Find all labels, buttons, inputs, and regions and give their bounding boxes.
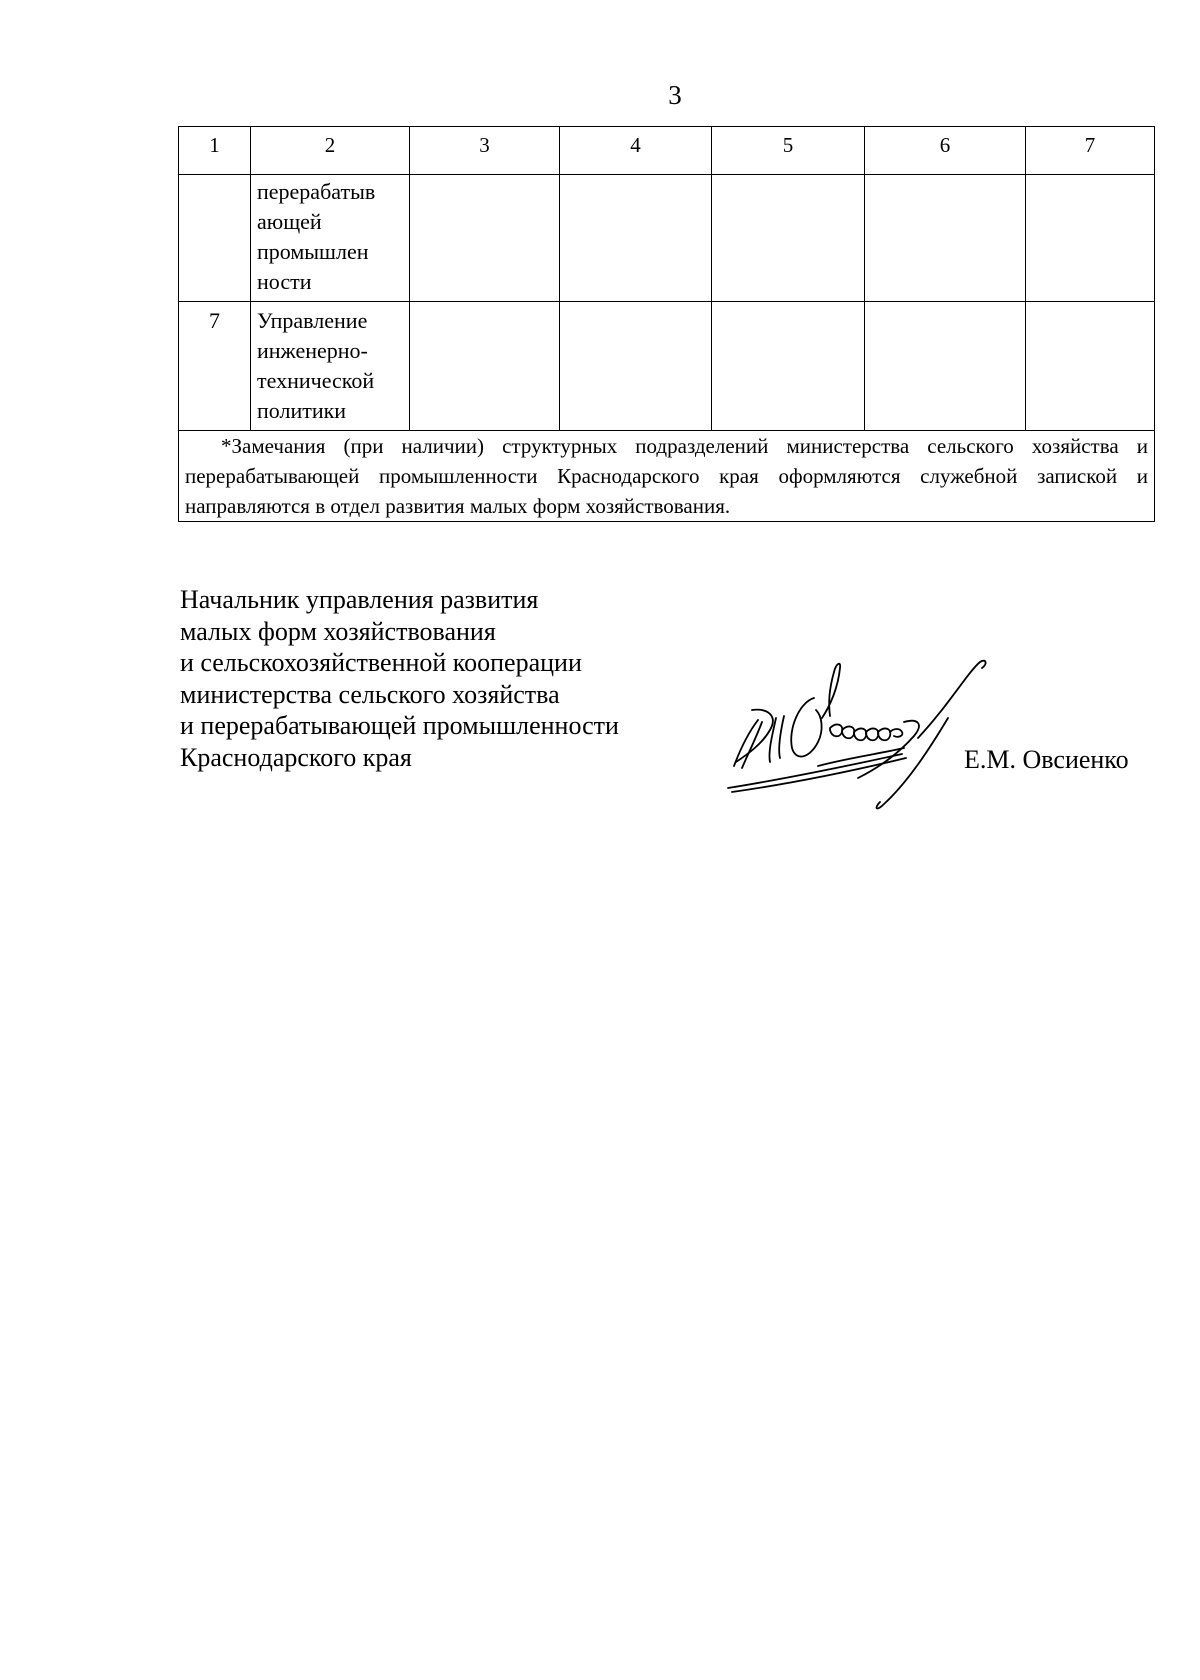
signature-title-line: и сельскохозяйственной кооперации	[180, 648, 582, 677]
signature-title-block	[180, 584, 740, 773]
row-name-line: технической	[257, 368, 375, 393]
row-name-cell	[251, 175, 410, 302]
row-name-line: перерабатыв	[257, 179, 376, 204]
row-name-line: политики	[257, 398, 347, 423]
empty-cell	[410, 302, 560, 431]
signature-title-line: Краснодарского края	[180, 742, 412, 772]
empty-cell	[712, 302, 865, 431]
empty-cell	[1026, 175, 1155, 302]
signer-name: Е.М. Овсиенко	[964, 745, 1129, 774]
empty-cell	[1026, 302, 1155, 431]
signature-title-line: и перерабатывающей промышленности	[180, 711, 619, 740]
table-row	[179, 175, 1155, 302]
header-cell: 1	[179, 127, 251, 175]
table-note-text: *Замечания (при наличии) структурных подразделений министерства сельского хозяйства и перерабатывающей промышленности Краснодарского края оформляются служебной запиской и направляются в отдел развития малых форм хозяйствования.	[185, 434, 1148, 518]
row-name-line: промышлен	[257, 239, 369, 264]
document-table	[178, 126, 1155, 522]
header-cell: 7	[1026, 127, 1155, 175]
row-name-line: ающей	[257, 209, 322, 234]
row-number-cell: 7	[179, 302, 251, 431]
row-name-line: инженерно-	[257, 338, 368, 363]
handwritten-signature	[718, 658, 1058, 823]
row-name-line: Управление	[257, 308, 368, 333]
row-name-cell	[251, 302, 410, 431]
empty-cell	[865, 302, 1026, 431]
empty-cell	[712, 175, 865, 302]
table-note-row	[179, 431, 1155, 522]
signature-title-line: министерства сельского хозяйства	[180, 679, 560, 709]
table-header-row	[179, 127, 1155, 175]
empty-cell	[560, 302, 712, 431]
empty-cell	[410, 175, 560, 302]
row-name-line: ности	[257, 269, 312, 294]
header-cell: 2	[251, 127, 410, 175]
signature-title-line: Начальник управления развития	[180, 585, 539, 614]
header-cell: 5	[712, 127, 865, 175]
empty-cell	[865, 175, 1026, 302]
row-number-cell	[179, 175, 251, 302]
table-row	[179, 302, 1155, 431]
table-note	[179, 431, 1155, 522]
header-cell: 3	[410, 127, 560, 175]
page-number: 3	[668, 80, 682, 110]
header-cell: 6	[865, 127, 1026, 175]
header-cell: 4	[560, 127, 712, 175]
empty-cell	[560, 175, 712, 302]
signature-title-line: малых форм хозяйствования	[180, 616, 496, 646]
